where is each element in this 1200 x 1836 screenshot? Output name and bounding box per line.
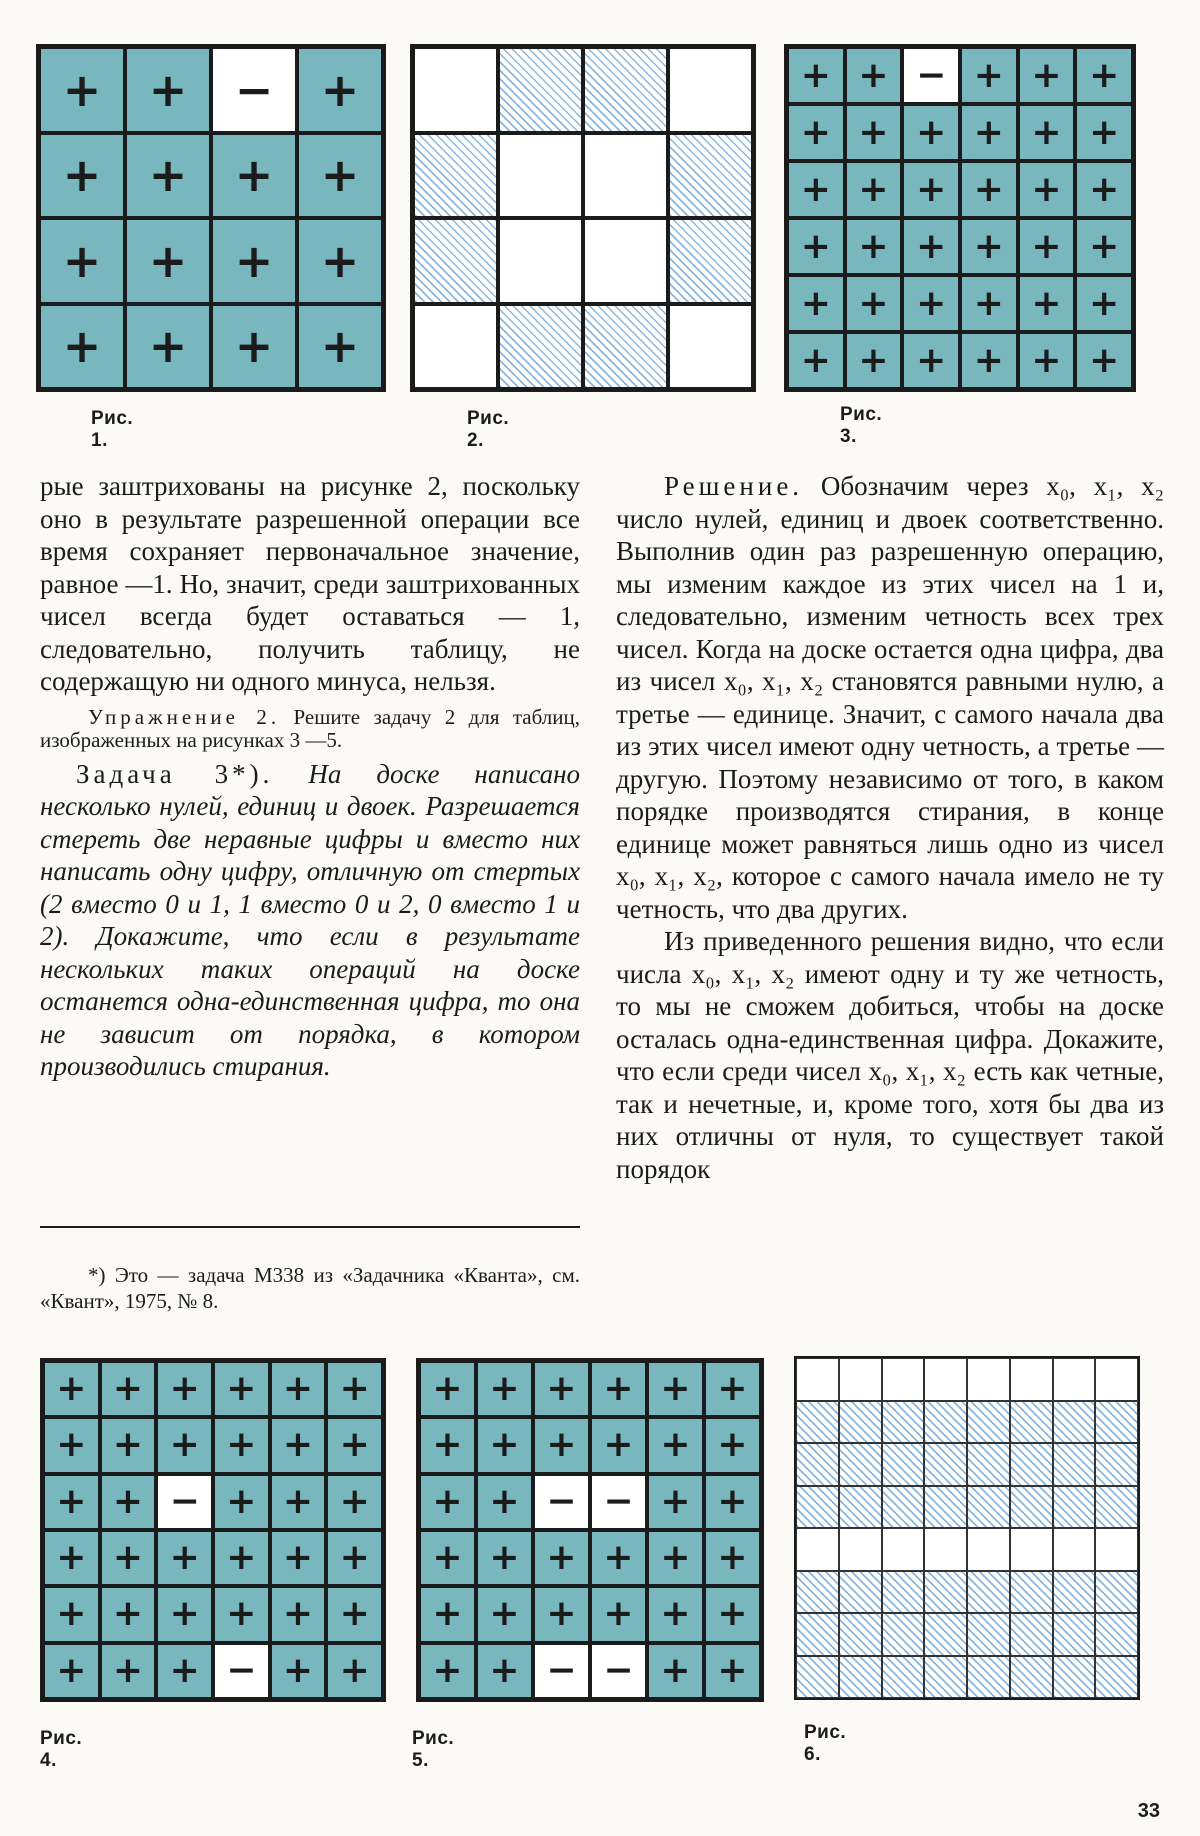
plus-cell: +: [902, 161, 960, 218]
plus-cell: +: [704, 1361, 761, 1417]
plus-cell: +: [590, 1530, 647, 1586]
plus-cell: +: [326, 1361, 383, 1417]
plus-cell: +: [213, 1586, 270, 1642]
blank-cell: [1010, 1358, 1053, 1401]
plus-cell: +: [213, 1361, 270, 1417]
plus-cell: +: [787, 104, 845, 161]
hatched-cell: [413, 218, 498, 304]
plus-cell: +: [419, 1361, 476, 1417]
left-column: [40, 470, 580, 1083]
plus-cell: +: [845, 161, 903, 218]
plus-cell: +: [1075, 47, 1133, 104]
plus-cell: +: [533, 1530, 590, 1586]
paragraph-shaded: рые заштрихованы на рисунке 2, поскольку оно в результате разрешенной операции все время сохраняет первоначальное значение, равное —1. Но, значит, среди заштрихованных чисел всегда будет оставаться — 1, следовательно, получить таблицу, не содержащую ни одного минуса, нельзя.: [40, 471, 580, 696]
plus-cell: +: [100, 1474, 157, 1530]
blank-cell: [1010, 1528, 1053, 1571]
plus-cell: +: [125, 218, 211, 304]
plus-cell: +: [326, 1474, 383, 1530]
plus-cell: +: [845, 47, 903, 104]
minus-cell: −: [590, 1474, 647, 1530]
plus-cell: +: [647, 1474, 704, 1530]
plus-cell: +: [297, 47, 383, 133]
blank-cell: [583, 218, 668, 304]
blank-cell: [839, 1358, 882, 1401]
plus-cell: +: [1075, 332, 1133, 389]
page-number: 33: [1137, 1800, 1160, 1822]
plus-cell: +: [419, 1474, 476, 1530]
blank-cell: [1053, 1528, 1096, 1571]
plus-cell: +: [476, 1586, 533, 1642]
minus-cell: −: [902, 47, 960, 104]
plus-cell: +: [647, 1643, 704, 1699]
plus-cell: +: [533, 1361, 590, 1417]
blank-cell: [498, 133, 583, 219]
blank-cell: [1053, 1358, 1096, 1401]
hatched-cell: [796, 1443, 839, 1486]
plus-cell: +: [1018, 275, 1076, 332]
plus-cell: +: [297, 133, 383, 219]
solution-text: Обозначим через x₀, x₁, x₂ число нулей, единиц и двоек соответственно. Выполнив один раз разрешенную операцию, мы изменим каждое из этих чисел на 1 и, следовательно, изменим четность всех трех чисел. Когда на доске остается одна цифра, два из чисел x₀, x₁, x₂ становятся равными нулю, а третье — единице. Значит, с самого начала два из этих чисел имеют одну четность, а третье — другую. Поэтому независимо от того, в каком порядке производятся стирания, в конце единице может равняться лишь одно из чисел x₀, x₁, x₂, которое с самого начала имело не ту четность, что два других.: [616, 471, 1165, 924]
hatched-cell: [1010, 1486, 1053, 1529]
figure-2-grid: [410, 44, 756, 392]
minus-cell: −: [213, 1643, 270, 1699]
blank-cell: [583, 133, 668, 219]
solution: [616, 470, 1164, 925]
figure-1-grid: [36, 44, 386, 392]
footnote-rule: [40, 1226, 580, 1228]
plus-cell: +: [476, 1530, 533, 1586]
plus-cell: +: [960, 275, 1018, 332]
blank-cell: [668, 304, 753, 390]
hatched-cell: [583, 304, 668, 390]
hatched-cell: [924, 1486, 967, 1529]
plus-cell: +: [39, 304, 125, 390]
blank-cell: [1095, 1358, 1138, 1401]
hatched-cell: [1095, 1571, 1138, 1614]
plus-cell: +: [704, 1474, 761, 1530]
minus-cell: −: [156, 1474, 213, 1530]
hatched-cell: [839, 1443, 882, 1486]
minus-cell: −: [533, 1643, 590, 1699]
plus-cell: +: [1018, 47, 1076, 104]
hatched-cell: [839, 1571, 882, 1614]
plus-cell: +: [211, 218, 297, 304]
plus-cell: +: [1075, 161, 1133, 218]
plus-cell: +: [590, 1417, 647, 1473]
hatched-cell: [839, 1486, 882, 1529]
hatched-cell: [839, 1613, 882, 1656]
blank-cell: [839, 1528, 882, 1571]
plus-cell: +: [211, 304, 297, 390]
plus-cell: +: [704, 1417, 761, 1473]
blank-cell: [413, 47, 498, 133]
plus-cell: +: [39, 218, 125, 304]
solution-label: Решение.: [664, 471, 804, 501]
plus-cell: +: [39, 133, 125, 219]
plus-cell: +: [100, 1586, 157, 1642]
plus-cell: +: [270, 1361, 327, 1417]
hatched-cell: [1095, 1443, 1138, 1486]
plus-cell: +: [845, 218, 903, 275]
hatched-cell: [413, 133, 498, 219]
plus-cell: +: [125, 47, 211, 133]
hatched-cell: [1053, 1613, 1096, 1656]
hatched-cell: [498, 304, 583, 390]
blank-cell: [882, 1528, 925, 1571]
blank-cell: [967, 1528, 1010, 1571]
hatched-cell: [796, 1656, 839, 1699]
hatched-cell: [668, 218, 753, 304]
hatched-cell: [967, 1486, 1010, 1529]
hatched-cell: [882, 1443, 925, 1486]
exercise-text: Решите задачу 2 для таблиц, изображенных на рисунках 3 —5.: [40, 704, 581, 752]
plus-cell: +: [787, 275, 845, 332]
plus-cell: +: [156, 1586, 213, 1642]
plus-cell: +: [1075, 104, 1133, 161]
plus-cell: +: [213, 1417, 270, 1473]
figure-1-caption: Рис. 1.: [91, 408, 134, 451]
plus-cell: +: [156, 1530, 213, 1586]
exercise-label: Упражнение 2.: [88, 704, 281, 729]
plus-cell: +: [787, 47, 845, 104]
hatched-cell: [1010, 1613, 1053, 1656]
plus-cell: +: [270, 1586, 327, 1642]
plus-cell: +: [125, 133, 211, 219]
plus-cell: +: [902, 104, 960, 161]
plus-cell: +: [156, 1643, 213, 1699]
paragraph-parity: Из приведенного решения видно, что если числа x₀, x₁, x₂ имеют одну и ту же четность, то мы не сможем добиться, чтобы на доске осталась одна-единственная цифра. Докажите, что если среди чисел x₀, x₁, x₂ есть как четные, так и нечетные, и, кроме того, хотя бы два из них отличны от нуля, то существует такой порядок: [616, 926, 1164, 1184]
hatched-cell: [882, 1571, 925, 1614]
plus-cell: +: [647, 1361, 704, 1417]
hatched-cell: [882, 1656, 925, 1699]
plus-cell: +: [156, 1417, 213, 1473]
plus-cell: +: [960, 161, 1018, 218]
plus-cell: +: [270, 1530, 327, 1586]
plus-cell: +: [960, 218, 1018, 275]
hatched-cell: [668, 133, 753, 219]
task-text: На доске написано несколько нулей, единиц и двоек. Разрешается стереть две неравные цифры и вместо них написать одну цифру, отличную от стертых (2 вместо 0 и 1, 1 вместо 0 и 2, 0 вместо 1 и 2). Докажите, что если в результате нескольких таких операций на доске останется одна-единственная цифра, то она не зависит от порядка, в котором производились стирания.: [40, 758, 580, 1081]
plus-cell: +: [211, 133, 297, 219]
blank-cell: [668, 47, 753, 133]
plus-cell: +: [326, 1586, 383, 1642]
hatched-cell: [924, 1613, 967, 1656]
hatched-cell: [796, 1486, 839, 1529]
blank-cell: [413, 304, 498, 390]
plus-cell: +: [100, 1530, 157, 1586]
plus-cell: +: [39, 47, 125, 133]
hatched-cell: [839, 1401, 882, 1444]
plus-cell: +: [845, 104, 903, 161]
task-label: Задача 3*).: [76, 758, 274, 789]
plus-cell: +: [704, 1530, 761, 1586]
hatched-cell: [967, 1613, 1010, 1656]
hatched-cell: [1095, 1613, 1138, 1656]
plus-cell: +: [43, 1361, 100, 1417]
plus-cell: +: [43, 1643, 100, 1699]
plus-cell: +: [902, 332, 960, 389]
plus-cell: +: [1018, 332, 1076, 389]
plus-cell: +: [647, 1586, 704, 1642]
plus-cell: +: [43, 1586, 100, 1642]
plus-cell: +: [960, 104, 1018, 161]
plus-cell: +: [902, 275, 960, 332]
plus-cell: +: [1075, 275, 1133, 332]
plus-cell: +: [1075, 218, 1133, 275]
hatched-cell: [839, 1656, 882, 1699]
figure-2-caption: Рис. 2.: [467, 408, 510, 451]
hatched-cell: [796, 1401, 839, 1444]
plus-cell: +: [100, 1643, 157, 1699]
task-3: [40, 758, 580, 1083]
plus-cell: +: [787, 161, 845, 218]
plus-cell: +: [43, 1530, 100, 1586]
hatched-cell: [924, 1443, 967, 1486]
hatched-cell: [924, 1401, 967, 1444]
plus-cell: +: [419, 1530, 476, 1586]
blank-cell: [924, 1358, 967, 1401]
hatched-cell: [882, 1401, 925, 1444]
plus-cell: +: [100, 1361, 157, 1417]
plus-cell: +: [960, 47, 1018, 104]
hatched-cell: [1095, 1656, 1138, 1699]
hatched-cell: [924, 1656, 967, 1699]
plus-cell: +: [476, 1361, 533, 1417]
plus-cell: +: [845, 275, 903, 332]
hatched-cell: [1053, 1443, 1096, 1486]
plus-cell: +: [43, 1474, 100, 1530]
right-column: [616, 470, 1164, 1185]
figure-6-caption: Рис. 6.: [804, 1722, 847, 1765]
hatched-cell: [882, 1486, 925, 1529]
plus-cell: +: [590, 1361, 647, 1417]
plus-cell: +: [590, 1586, 647, 1642]
hatched-cell: [796, 1571, 839, 1614]
hatched-cell: [1010, 1401, 1053, 1444]
exercise-2: [40, 706, 580, 752]
plus-cell: +: [533, 1417, 590, 1473]
plus-cell: +: [787, 332, 845, 389]
hatched-cell: [1010, 1571, 1053, 1614]
blank-cell: [1095, 1528, 1138, 1571]
plus-cell: +: [213, 1474, 270, 1530]
plus-cell: +: [419, 1417, 476, 1473]
plus-cell: +: [960, 332, 1018, 389]
figure-6-grid: [794, 1356, 1140, 1700]
minus-cell: −: [211, 47, 297, 133]
blank-cell: [498, 218, 583, 304]
hatched-cell: [967, 1571, 1010, 1614]
plus-cell: +: [704, 1586, 761, 1642]
plus-cell: +: [704, 1643, 761, 1699]
blank-cell: [924, 1528, 967, 1571]
plus-cell: +: [419, 1586, 476, 1642]
plus-cell: +: [1018, 161, 1076, 218]
hatched-cell: [924, 1571, 967, 1614]
hatched-cell: [1053, 1571, 1096, 1614]
blank-cell: [882, 1358, 925, 1401]
hatched-cell: [583, 47, 668, 133]
plus-cell: +: [476, 1417, 533, 1473]
hatched-cell: [1053, 1656, 1096, 1699]
plus-cell: +: [845, 332, 903, 389]
plus-cell: +: [647, 1530, 704, 1586]
hatched-cell: [1053, 1401, 1096, 1444]
plus-cell: +: [43, 1417, 100, 1473]
figure-5-caption: Рис. 5.: [412, 1728, 455, 1771]
blank-cell: [796, 1528, 839, 1571]
plus-cell: +: [476, 1474, 533, 1530]
plus-cell: +: [125, 304, 211, 390]
plus-cell: +: [476, 1643, 533, 1699]
plus-cell: +: [533, 1586, 590, 1642]
hatched-cell: [1053, 1486, 1096, 1529]
plus-cell: +: [326, 1643, 383, 1699]
hatched-cell: [967, 1443, 1010, 1486]
plus-cell: +: [1018, 104, 1076, 161]
figure-4-grid: [40, 1358, 386, 1702]
blank-cell: [796, 1358, 839, 1401]
plus-cell: +: [100, 1417, 157, 1473]
plus-cell: +: [419, 1643, 476, 1699]
hatched-cell: [967, 1656, 1010, 1699]
figure-3-grid: [784, 44, 1136, 392]
hatched-cell: [796, 1613, 839, 1656]
plus-cell: +: [326, 1530, 383, 1586]
plus-cell: +: [270, 1643, 327, 1699]
hatched-cell: [967, 1401, 1010, 1444]
hatched-cell: [1095, 1486, 1138, 1529]
hatched-cell: [1095, 1401, 1138, 1444]
plus-cell: +: [270, 1417, 327, 1473]
figure-5-grid: [416, 1358, 764, 1702]
blank-cell: [967, 1358, 1010, 1401]
plus-cell: +: [1018, 218, 1076, 275]
plus-cell: +: [902, 218, 960, 275]
minus-cell: −: [533, 1474, 590, 1530]
hatched-cell: [1010, 1443, 1053, 1486]
plus-cell: +: [213, 1530, 270, 1586]
footnote: *) Это — задача М338 из «Задачника «Кванта», см. «Квант», 1975, № 8.: [40, 1263, 580, 1313]
plus-cell: +: [297, 218, 383, 304]
plus-cell: +: [156, 1361, 213, 1417]
plus-cell: +: [787, 218, 845, 275]
plus-cell: +: [297, 304, 383, 390]
plus-cell: +: [326, 1417, 383, 1473]
hatched-cell: [882, 1613, 925, 1656]
plus-cell: +: [647, 1417, 704, 1473]
hatched-cell: [1010, 1656, 1053, 1699]
minus-cell: −: [590, 1643, 647, 1699]
hatched-cell: [498, 47, 583, 133]
plus-cell: +: [270, 1474, 327, 1530]
figure-4-caption: Рис. 4.: [40, 1728, 83, 1771]
figure-3-caption: Рис. 3.: [840, 404, 883, 447]
